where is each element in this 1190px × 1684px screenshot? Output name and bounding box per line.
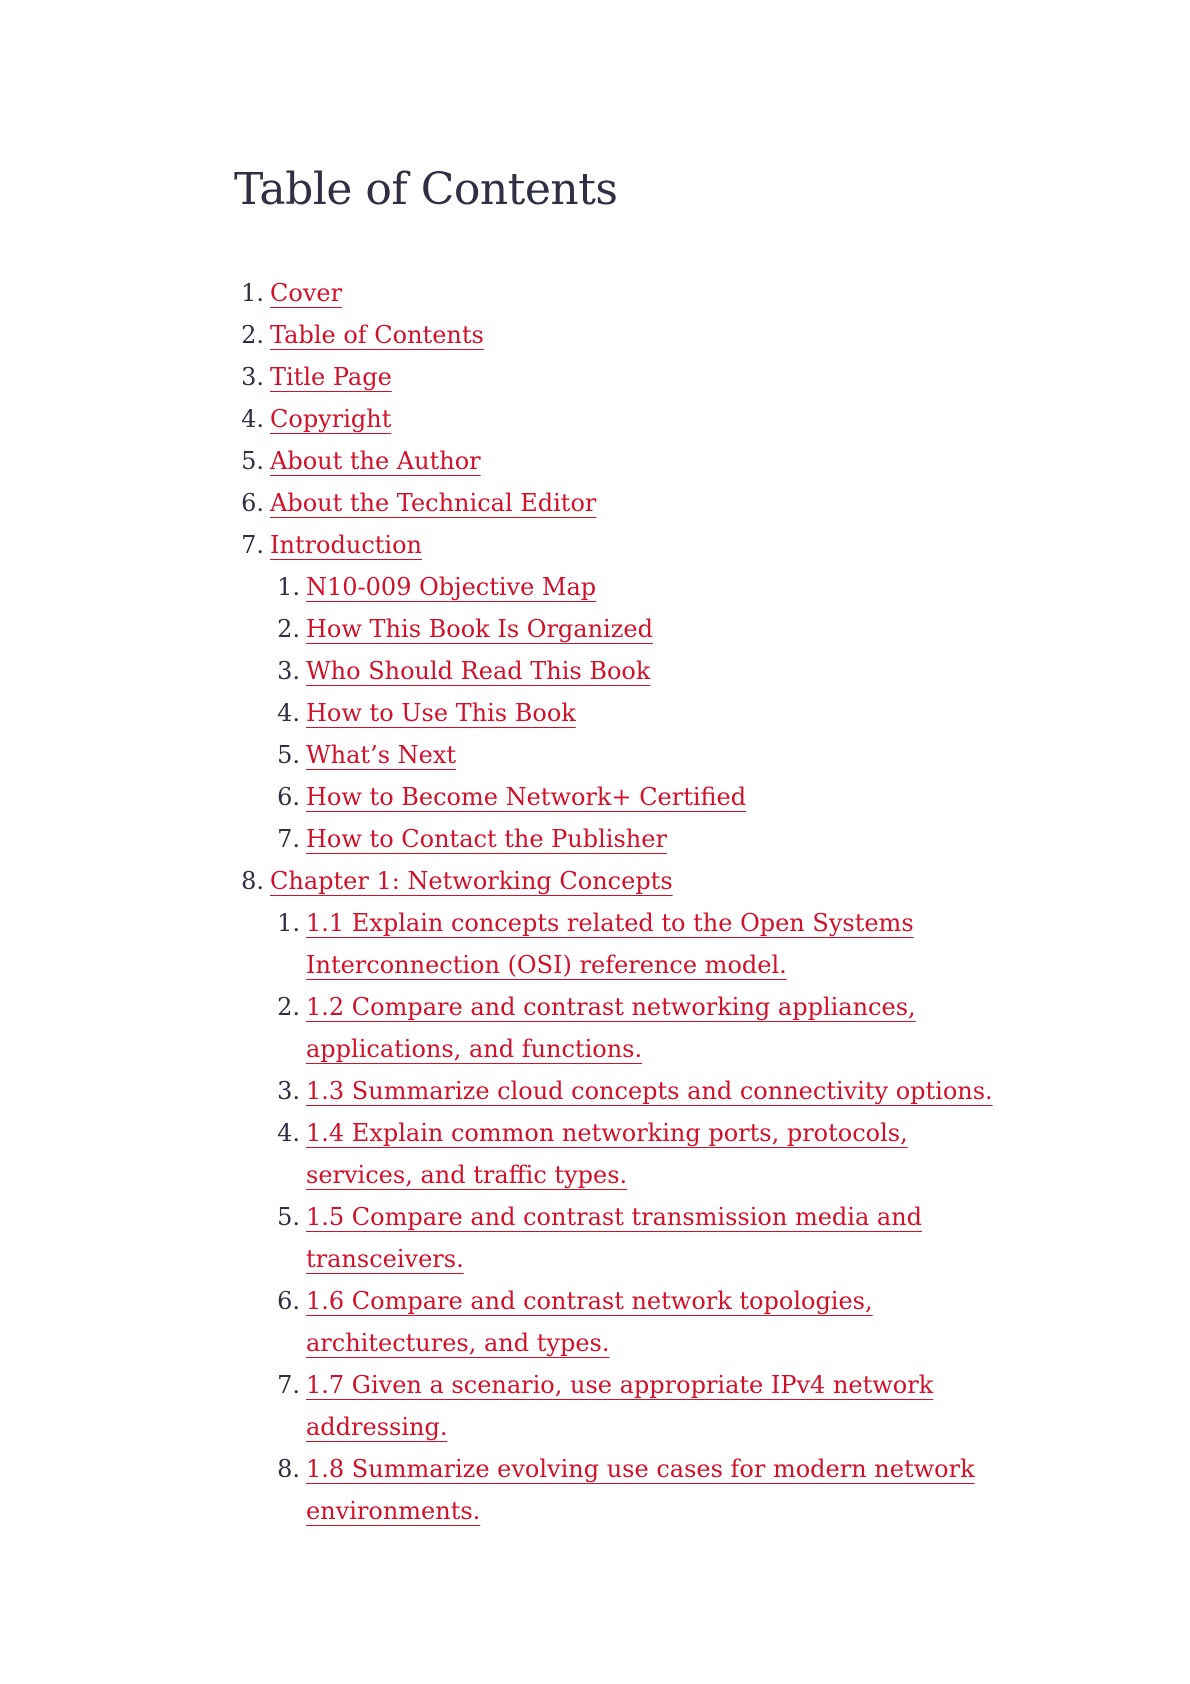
toc-link-about-technical-editor[interactable]: About the Technical Editor bbox=[270, 489, 597, 517]
toc-link-title-page[interactable]: Title Page bbox=[270, 363, 392, 391]
toc-subitem bbox=[270, 902, 994, 986]
toc-subitem bbox=[270, 1112, 994, 1196]
toc-link-copyright[interactable]: Copyright bbox=[270, 405, 392, 433]
toc-subitem bbox=[270, 650, 994, 692]
toc-subitem-number: 2. bbox=[277, 615, 300, 643]
toc-link-chapter-1[interactable]: Chapter 1: Networking Concepts bbox=[270, 867, 673, 895]
toc-link-1-1[interactable]: 1.1 Explain concepts related to the Open Systems Interconnection (OSI) reference model. bbox=[306, 909, 914, 979]
toc-link-1-3[interactable]: 1.3 Summarize cloud concepts and connectivity options. bbox=[306, 1077, 993, 1105]
toc-subitem bbox=[270, 1364, 994, 1448]
toc-link-table-of-contents[interactable]: Table of Contents bbox=[270, 321, 484, 349]
toc-link-how-to-use[interactable]: How to Use This Book bbox=[306, 699, 576, 727]
toc-subitem-number: 2. bbox=[277, 993, 300, 1021]
toc-subitem-number: 8. bbox=[277, 1455, 300, 1483]
toc-item bbox=[234, 440, 994, 482]
toc-subitem-number: 5. bbox=[277, 741, 300, 769]
toc-link-about-author[interactable]: About the Author bbox=[270, 447, 481, 475]
toc-subitem-number: 4. bbox=[277, 1119, 300, 1147]
toc-item-number: 1. bbox=[241, 279, 264, 307]
toc-sublist-chapter-1 bbox=[270, 902, 994, 1532]
toc-link-1-8[interactable]: 1.8 Summarize evolving use cases for modern network environments. bbox=[306, 1455, 975, 1525]
toc-subitem-number: 7. bbox=[277, 825, 300, 853]
toc-subitem bbox=[270, 734, 994, 776]
toc-subitem-number: 7. bbox=[277, 1371, 300, 1399]
toc-subitem bbox=[270, 818, 994, 860]
toc-subitem-number: 1. bbox=[277, 909, 300, 937]
toc-item-number: 3. bbox=[241, 363, 264, 391]
toc-link-cover[interactable]: Cover bbox=[270, 279, 343, 307]
toc-subitem-number: 3. bbox=[277, 1077, 300, 1105]
toc-subitem bbox=[270, 986, 994, 1070]
toc-subitem bbox=[270, 1280, 994, 1364]
toc-item bbox=[234, 482, 994, 524]
toc-link-1-7[interactable]: 1.7 Given a scenario, use appropriate IPv4 network addressing. bbox=[306, 1371, 934, 1441]
toc-item-number: 6. bbox=[241, 489, 264, 517]
toc-item bbox=[234, 524, 994, 860]
toc-subitem-number: 3. bbox=[277, 657, 300, 685]
toc-item bbox=[234, 398, 994, 440]
toc-item bbox=[234, 356, 994, 398]
toc-subitem bbox=[270, 776, 994, 818]
toc-item-number: 2. bbox=[241, 321, 264, 349]
toc-link-1-5[interactable]: 1.5 Compare and contrast transmission media and transceivers. bbox=[306, 1203, 923, 1273]
toc-sublist-introduction bbox=[270, 566, 994, 860]
toc-link-book-organized[interactable]: How This Book Is Organized bbox=[306, 615, 653, 643]
toc-subitem bbox=[270, 1070, 994, 1112]
toc-subitem-number: 6. bbox=[277, 1287, 300, 1315]
toc-link-1-2[interactable]: 1.2 Compare and contrast networking appliances, applications, and functions. bbox=[306, 993, 916, 1063]
toc-list bbox=[234, 272, 994, 1532]
toc-subitem bbox=[270, 1196, 994, 1280]
toc-subitem-number: 6. bbox=[277, 783, 300, 811]
toc-page bbox=[234, 160, 994, 1532]
toc-item-number: 8. bbox=[241, 867, 264, 895]
toc-item bbox=[234, 860, 994, 1532]
toc-item-number: 4. bbox=[241, 405, 264, 433]
toc-item bbox=[234, 272, 994, 314]
toc-item-number: 5. bbox=[241, 447, 264, 475]
toc-item bbox=[234, 314, 994, 356]
toc-subitem bbox=[270, 608, 994, 650]
toc-subitem bbox=[270, 566, 994, 608]
page-title: Table of Contents bbox=[234, 164, 618, 215]
toc-link-objective-map[interactable]: N10-009 Objective Map bbox=[306, 573, 597, 601]
toc-subitem-number: 1. bbox=[277, 573, 300, 601]
toc-item-number: 7. bbox=[241, 531, 264, 559]
toc-link-who-should-read[interactable]: Who Should Read This Book bbox=[306, 657, 651, 685]
toc-subitem bbox=[270, 1448, 994, 1532]
toc-subitem bbox=[270, 692, 994, 734]
toc-link-contact-publisher[interactable]: How to Contact the Publisher bbox=[306, 825, 667, 853]
toc-subitem-number: 5. bbox=[277, 1203, 300, 1231]
toc-link-become-certified[interactable]: How to Become Network+ Certified bbox=[306, 783, 747, 811]
toc-link-introduction[interactable]: Introduction bbox=[270, 531, 422, 559]
toc-link-1-6[interactable]: 1.6 Compare and contrast network topologies, architectures, and types. bbox=[306, 1287, 873, 1357]
toc-subitem-number: 4. bbox=[277, 699, 300, 727]
toc-link-whats-next[interactable]: What’s Next bbox=[306, 741, 457, 769]
toc-link-1-4[interactable]: 1.4 Explain common networking ports, protocols, services, and traffic types. bbox=[306, 1119, 908, 1189]
